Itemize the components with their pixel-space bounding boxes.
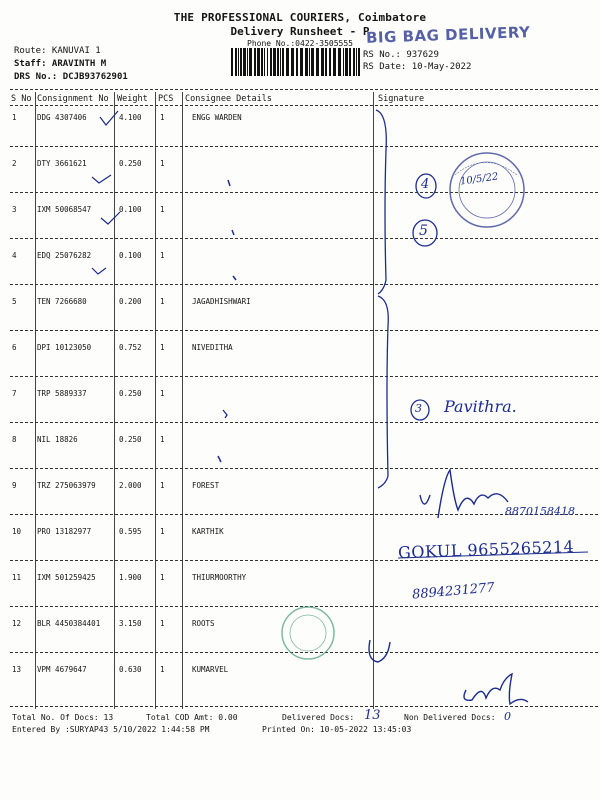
- total-docs: Total No. Of Docs: 13: [12, 713, 114, 722]
- recipient-name: Pavithra.: [444, 397, 517, 416]
- row-pcs: 1: [160, 573, 165, 582]
- row-sno: 10: [12, 527, 22, 536]
- row-consignment: DPI 10123050: [37, 343, 92, 352]
- row-weight: 4.100: [119, 113, 142, 122]
- recipient-phone: 8870158418: [505, 505, 575, 518]
- non-delivered-count: 0: [504, 710, 511, 723]
- row-consignment: TRZ 275063979: [37, 481, 96, 490]
- staff-label: Staff: ARAVINTH M: [14, 59, 107, 69]
- route-label: Route: KANUVAI 1: [14, 46, 101, 56]
- entered-by: Entered By :SURYAP43 5/10/2022 1:44:58 PM: [12, 725, 210, 734]
- row-sno: 2: [12, 159, 17, 168]
- col-consignee: Consignee Details: [185, 94, 272, 104]
- row-pcs: 1: [160, 251, 165, 260]
- signature-9: [420, 470, 508, 518]
- row-weight: 0.200: [119, 297, 142, 306]
- row-consignment: TEN 7266680: [37, 297, 87, 306]
- tick-mark: [101, 212, 120, 224]
- circled-number: 3: [415, 402, 422, 415]
- company-title: THE PROFESSIONAL COURIERS, Coimbatore: [173, 11, 427, 24]
- signature-12: [369, 640, 390, 662]
- round-stamp: [450, 153, 524, 227]
- row-consignment: PRO 13182977: [37, 527, 92, 536]
- row-consignment: NIL 18826: [37, 435, 78, 444]
- sheet-title: Delivery Runsheet - P: [230, 25, 370, 38]
- row-weight: 0.250: [119, 389, 142, 398]
- row-weight: 0.100: [119, 205, 142, 214]
- row-pcs: 1: [160, 205, 165, 214]
- row-consignment: IXM 501259425: [37, 573, 96, 582]
- row-weight: 1.900: [119, 573, 142, 582]
- row-sno: 1: [12, 113, 17, 122]
- row-pcs: 1: [160, 159, 165, 168]
- row-sno: 9: [12, 481, 17, 490]
- row-sno: 12: [12, 619, 22, 628]
- row-consignee: KARTHIK: [192, 527, 224, 536]
- row-weight: 3.150: [119, 619, 142, 628]
- bracket-mark: [376, 110, 386, 294]
- col-weight: Weight: [117, 94, 148, 104]
- printed-on: Printed On: 10-05-2022 13:45:03: [262, 725, 412, 734]
- drs-label: DRS No.: DCJB93762901: [14, 72, 128, 82]
- bracket-mark: [378, 296, 388, 488]
- col-pcs: PCS: [158, 94, 174, 104]
- circled-number: 4: [421, 177, 430, 192]
- row-consignee: KUMARVEL: [192, 665, 229, 674]
- tick-mark: [100, 111, 118, 125]
- row-consignment: DDG 4307406: [37, 113, 87, 122]
- row-sno: 11: [12, 573, 22, 582]
- total-cod: Total COD Amt: 0.00: [146, 713, 238, 722]
- footer-rule: [10, 706, 598, 707]
- row-weight: 0.595: [119, 527, 142, 536]
- row-consignee: ROOTS: [192, 619, 215, 628]
- row-consignment: EDQ 25076282: [37, 251, 92, 260]
- circled-number: 5: [419, 223, 428, 239]
- phone-number: Phone No.:0422-3505555: [247, 39, 353, 48]
- row-weight: 0.250: [119, 159, 142, 168]
- row-consignee: JAGADHISHWARI: [192, 297, 251, 306]
- rs-number: RS No.: 937629: [363, 50, 439, 60]
- row-sno: 7: [12, 389, 17, 398]
- big-bag-stamp: BIG BAG DELIVERY: [365, 23, 531, 47]
- col-consignment: Consignment No: [37, 94, 109, 104]
- pen-mark: [232, 230, 234, 235]
- row-sno: 4: [12, 251, 17, 260]
- row-pcs: 1: [160, 343, 165, 352]
- recipient-phone: 8894231277: [411, 580, 496, 603]
- row-sno: 3: [12, 205, 17, 214]
- row-weight: 0.752: [119, 343, 142, 352]
- row-weight: 0.100: [119, 251, 142, 260]
- col-sno: S No: [11, 94, 32, 104]
- recipient-name-phone: GOKUL 9655265214: [397, 536, 575, 563]
- green-stamp: [282, 607, 334, 659]
- row-pcs: 1: [160, 113, 165, 122]
- row-sno: 13: [12, 665, 22, 674]
- row-weight: 2.000: [119, 481, 142, 490]
- row-weight: 0.250: [119, 435, 142, 444]
- delivered-docs: Delivered Docs:: [282, 713, 355, 722]
- row-pcs: 1: [160, 435, 165, 444]
- pen-mark: [228, 180, 230, 186]
- pen-mark: [218, 456, 221, 462]
- tick-mark: [92, 268, 106, 274]
- row-consignee: THIURMOORTHY: [192, 573, 247, 582]
- row-consignee: ENGG WARDEN: [192, 113, 242, 122]
- row-consignment: DTY 3661621: [37, 159, 87, 168]
- row-weight: 0.630: [119, 665, 142, 674]
- row-pcs: 1: [160, 665, 165, 674]
- row-sno: 8: [12, 435, 17, 444]
- signature-date: 10/5/22: [459, 171, 500, 188]
- rs-date: RS Date: 10-May-2022: [363, 62, 472, 72]
- row-pcs: 1: [160, 297, 165, 306]
- row-pcs: 1: [160, 389, 165, 398]
- row-pcs: 1: [160, 619, 165, 628]
- row-consignment: BLR 4450384401: [37, 619, 101, 628]
- row-pcs: 1: [160, 527, 165, 536]
- row-sno: 6: [12, 343, 17, 352]
- col-signature: Signature: [378, 94, 425, 104]
- delivered-count: 13: [364, 708, 381, 723]
- row-consignment: IXM 50068547: [37, 205, 92, 214]
- row-pcs: 1: [160, 481, 165, 490]
- signature-13: [464, 674, 528, 704]
- row-consignee: FOREST: [192, 481, 220, 490]
- row-sno: 5: [12, 297, 17, 306]
- pen-mark: [223, 410, 227, 418]
- row-consignee: NIVEDITHA: [192, 343, 233, 352]
- row-consignment: VPM 4679647: [37, 665, 87, 674]
- row-consignment: TRP 5889337: [37, 389, 87, 398]
- non-delivered-docs: Non Delivered Docs:: [404, 713, 496, 722]
- tick-mark: [92, 175, 111, 183]
- pen-mark: [233, 276, 236, 280]
